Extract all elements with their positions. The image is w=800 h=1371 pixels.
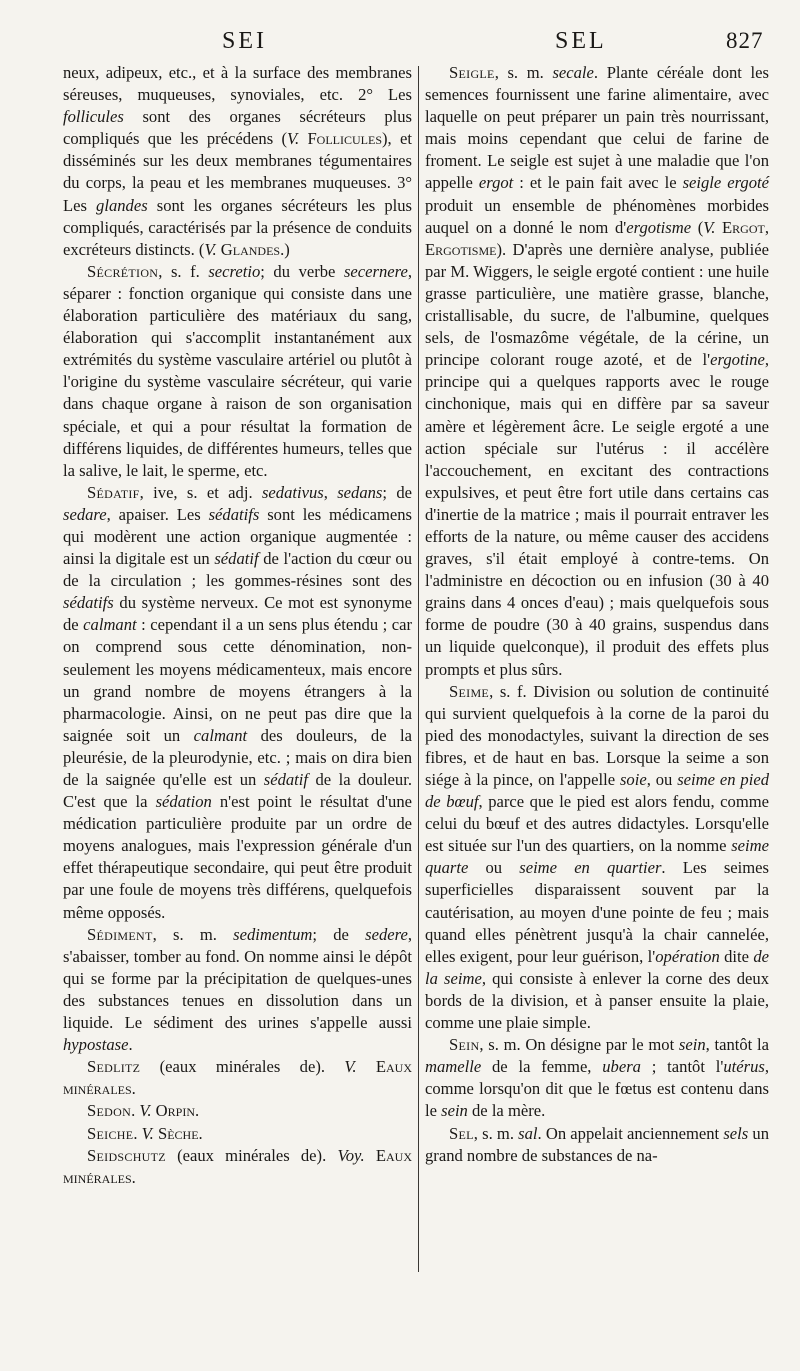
text-run: , apaiser. Les — [106, 504, 209, 524]
text-run: des douleurs, de la pleurésie, de la pleurodynie, etc. ; mais on dira bien de la saignée qu'elle est un — [63, 725, 412, 789]
italic-term: V. — [286, 129, 300, 149]
italic-term: sein — [678, 1035, 706, 1055]
text-run: . Les seimes superficielles disparaissent souvent par la cautérisation, au moyen d'une pointe de feu ; mais quand elles pénètrent jusqu'à la chair cannelée, elles exigent, pour leur guérison, l' — [425, 858, 769, 966]
text-run: n'est point le résultat d'une médication particulière produite par un ordre de moyens analogues, mais l'expression générale d'un effet thérapeutique secondaire, qui peut être produit par une foule de moyens très différens, quelquefois même opposés. — [63, 792, 412, 922]
italic-term: de la seime — [425, 946, 770, 988]
text-run: (eaux minérales de). — [140, 1057, 345, 1077]
text-run: , principe qui a quelques rapports avec le rouge cinchonique, mais qui en diffère par sa saveur amère et légèrement âcre. Le seigle ergoté a une action spéciale sur l'utérus : il accélère l'accouchement, en excitant des contractions expulsives, et peut être fort utile dans certains cas d'inertie de la matrice ; mais il pourrait entraver les efforts de la nature, ou même causer des accidens graves, s'il était employé à contre-tems. On l'administre en décoction ou en infusion (30 à 40 grains dans 4 onces d'eau) ; mais quelquefois sous forme de poudre (30 à 40 grains, suspendus dans un liquide quelconque), il produit des effets plus prompts et plus sûrs. — [425, 350, 769, 679]
text-run: sont les organes sécréteurs les plus compliqués, caractérisés par la présence de conduits excréteurs distincts. ( — [63, 195, 412, 259]
text-run: , — [323, 482, 338, 502]
cross-reference: Follicules — [307, 129, 383, 149]
italic-term: sédatif — [263, 770, 309, 789]
italic-term: V. — [204, 239, 217, 259]
entry-sedatif — [63, 482, 412, 924]
italic-term: sedere — [365, 924, 408, 944]
text-run: . Plante céréale dont les semences fournissent une farine alimentaire, avec laquelle on peut préparer un pain très nourrissant, mais moins cependant que celui de farine de froment. Le seigle est sujet à une maladie que l'on appelle — [425, 63, 769, 193]
italic-term: seime en quartier — [519, 858, 662, 878]
italic-term: follicules — [63, 107, 124, 127]
headword: Sécrétion — [87, 261, 159, 281]
italic-term: sedare — [63, 504, 107, 524]
italic-term: seigle ergoté — [682, 173, 769, 193]
text-run: ; de — [382, 482, 413, 502]
entry-secretion — [63, 261, 412, 482]
text-run: du système nerveux. Ce mot est synonyme de — [63, 593, 412, 635]
text-run: ; tantôt l' — [640, 1057, 724, 1077]
italic-term: ergot — [478, 173, 514, 193]
text-run — [365, 1146, 376, 1165]
text-run: de l'action du cœur ou de la circulation ; les gommes-résines sont des — [63, 549, 412, 591]
text-run: ). D'après une dernière analyse, publiée par M. Wiggers, le seigle ergoté contient : une huile grasse particulière, une matière grasse, blanche, cristallisable, du sucre, de l'albumine, quelques sels, de l'osmazôme végétale, de la cérine, un principe colorant rouge azoté, et de l' — [425, 239, 769, 370]
text-run: . — [131, 1101, 140, 1121]
italic-term: sal — [518, 1123, 538, 1143]
text-run — [357, 1057, 376, 1076]
continuation-paragraph — [63, 62, 412, 261]
cross-reference: Orpin. — [155, 1101, 200, 1121]
text-run: ) — [284, 239, 290, 259]
italic-term: secale — [552, 63, 594, 82]
text-run: , s. m. — [473, 1123, 519, 1143]
text-run: (eaux minérales de). — [165, 1145, 338, 1165]
text-run: de la femme, — [481, 1057, 603, 1077]
entry-sedlitz — [63, 1056, 412, 1100]
entry-sediment — [63, 924, 412, 1057]
entry-seiche — [63, 1123, 412, 1145]
column-divider — [418, 66, 419, 1272]
cross-reference: Ergot, Ergotisme — [425, 217, 769, 259]
italic-term: V. — [141, 1123, 154, 1143]
text-run: produit un ensemble de phénomènes morbides auquel on a donné le nom d' — [425, 195, 769, 237]
text-run: . — [128, 1035, 133, 1055]
headword: Seiche — [87, 1123, 134, 1143]
italic-term: ubera — [602, 1057, 641, 1077]
text-run: ), et disséminés sur les deux membranes tégumentaires du corps, la peau et les membranes muqueuses. 3° Les — [63, 129, 412, 215]
cross-reference: Eaux minérales. — [63, 1057, 412, 1099]
italic-term: sédation — [155, 792, 212, 812]
italic-term: seime en pied de bœuf — [425, 770, 770, 812]
entry-seime — [425, 681, 769, 1035]
italic-term: ergotisme — [626, 217, 692, 237]
cross-reference: Sèche. — [157, 1123, 203, 1143]
page-number: 827 — [726, 28, 764, 53]
text-run: , qui consiste à enlever la corne des deux bords de la division, et à panser ensuite la plaie, comme une plaie simple. — [425, 968, 769, 1033]
headword: Sédiment — [87, 924, 153, 944]
italic-term: sein — [441, 1101, 468, 1121]
italic-term: secernere — [343, 261, 408, 281]
text-run: un grand nombre de substances de na- — [425, 1123, 769, 1165]
headword: Sedon — [87, 1101, 132, 1121]
text-run: , s'abaisser, tomber au fond. On nomme ainsi le dépôt qui se forme par la précipitation de quelques-unes des substances tenues en dissolution dans un liquide. Le sédiment des urines s'appelle aussi — [63, 924, 412, 1033]
text-run: ( — [691, 217, 704, 237]
text-run: , ou — [646, 770, 678, 789]
running-head-left: SEI — [222, 28, 267, 54]
text-run: : et le pain fait avec le — [513, 173, 683, 193]
italic-term: soie — [619, 770, 647, 789]
text-run: de la mère. — [467, 1101, 546, 1121]
right-column — [425, 62, 769, 1167]
text-run: , tantôt la — [705, 1035, 769, 1055]
italic-term: utérus — [723, 1057, 765, 1077]
italic-term: sels — [723, 1123, 749, 1143]
headword: Sédatif — [87, 482, 140, 502]
text-run: sont des organes sécréteurs plus compliqués que les précédens ( — [63, 107, 412, 149]
italic-term: opération — [655, 946, 720, 966]
headword: Sein — [449, 1035, 480, 1055]
text-run: : cependant il a un sens plus étendu ; car on comprend sous cette dénomination, non-seulement les moyens médicamenteux, mais encore un grand nombre de moyens étrangers à la pharmacologie. Ainsi, on ne peut pas dire que la saignée soit un — [63, 615, 413, 745]
italic-term: sedans — [337, 482, 383, 502]
text-run: ou — [468, 858, 520, 878]
italic-term: sédatifs — [208, 504, 260, 524]
italic-term: sédatifs — [63, 593, 114, 613]
text-run: , s. f. Division ou solution de continuité qui survient quelquefois à la corne de la paroi du pied des monodactyles, suivant la direction de ses fibres, et de haut en bas. Lorsque la seime a son siége à la pince, on l'appelle — [425, 681, 769, 789]
left-column — [63, 62, 412, 1189]
cross-reference: Eaux minérales. — [63, 1145, 412, 1187]
text-run: , parce que le pied est alors fendu, comme celui du bœuf et des autres didactyles. Lorsqu'elle est située sur l'un des quartiers, on la nomme — [425, 792, 769, 856]
cross-reference: Glandes. — [220, 239, 285, 259]
text-run: , s. m. — [152, 924, 234, 944]
entry-seidschutz — [63, 1145, 412, 1189]
headword: Seidschutz — [87, 1145, 166, 1165]
italic-term: V. — [703, 217, 716, 237]
entry-sedon — [63, 1100, 412, 1122]
italic-term: secretio — [208, 261, 261, 281]
text-run: , séparer : fonction organique qui consiste dans une élaboration particulière des matériaux du sang, élaboration qui s'accomplit instantanément aux extrémités du système vasculaire artériel ou plutôt à l'origine du système vasculaire sécréteur, qui varie dans chaque organe à raison de son organisation spéciale, et qui a pour résultat la formation de différens liquides, de différentes humeurs, telles que la salive, le lait, le sperme, etc. — [63, 261, 413, 480]
italic-term: seime quarte — [425, 836, 769, 878]
headword: Seigle — [449, 63, 495, 82]
italic-term: calmant — [83, 615, 137, 635]
entry-seigle — [425, 62, 769, 681]
text-run: , s. f. — [158, 261, 209, 281]
italic-term: glandes — [96, 195, 148, 215]
text-run: ; de — [312, 924, 366, 944]
italic-term: Voy. — [337, 1145, 365, 1165]
italic-term: ergotine — [710, 350, 765, 370]
text-run: , s. m. — [494, 63, 553, 82]
entry-sel — [425, 1123, 769, 1167]
text-run: neux, adipeux, etc., et à la surface des membranes séreuses, muqueuses, synoviales, etc. 2° Les — [63, 63, 412, 105]
text-run: . — [133, 1123, 142, 1143]
text-run: . On appelait anciennement — [537, 1123, 724, 1143]
italic-term: hypostase — [63, 1035, 129, 1055]
headword: Sel — [449, 1123, 474, 1143]
text-run: , comme lorsqu'on dit que le fœtus est contenu dans le — [425, 1057, 769, 1121]
headword: Seime — [449, 681, 490, 701]
headword: Sedlitz — [87, 1057, 141, 1077]
italic-term: V. — [344, 1057, 357, 1077]
italic-term: sedativus — [261, 482, 324, 502]
italic-term: mamelle — [425, 1057, 482, 1077]
text-run: sont les médicamens qui modèrent une action organique augmentée : ainsi la digitale est un — [63, 504, 412, 569]
text-run: dite — [719, 946, 754, 966]
text-run: , s. m. On désigne par le mot — [479, 1035, 679, 1055]
text-run: ; du verbe — [260, 261, 344, 281]
italic-term: sedimentum — [233, 924, 313, 944]
text-run: , ive, s. et adj. — [139, 482, 262, 502]
text-run: de la douleur. C'est que la — [63, 770, 412, 812]
italic-term: V. — [139, 1101, 152, 1121]
running-head-right: SEL — [555, 28, 607, 54]
italic-term: calmant — [193, 725, 248, 745]
italic-term: sédatif — [214, 549, 259, 569]
entry-sein — [425, 1034, 769, 1122]
